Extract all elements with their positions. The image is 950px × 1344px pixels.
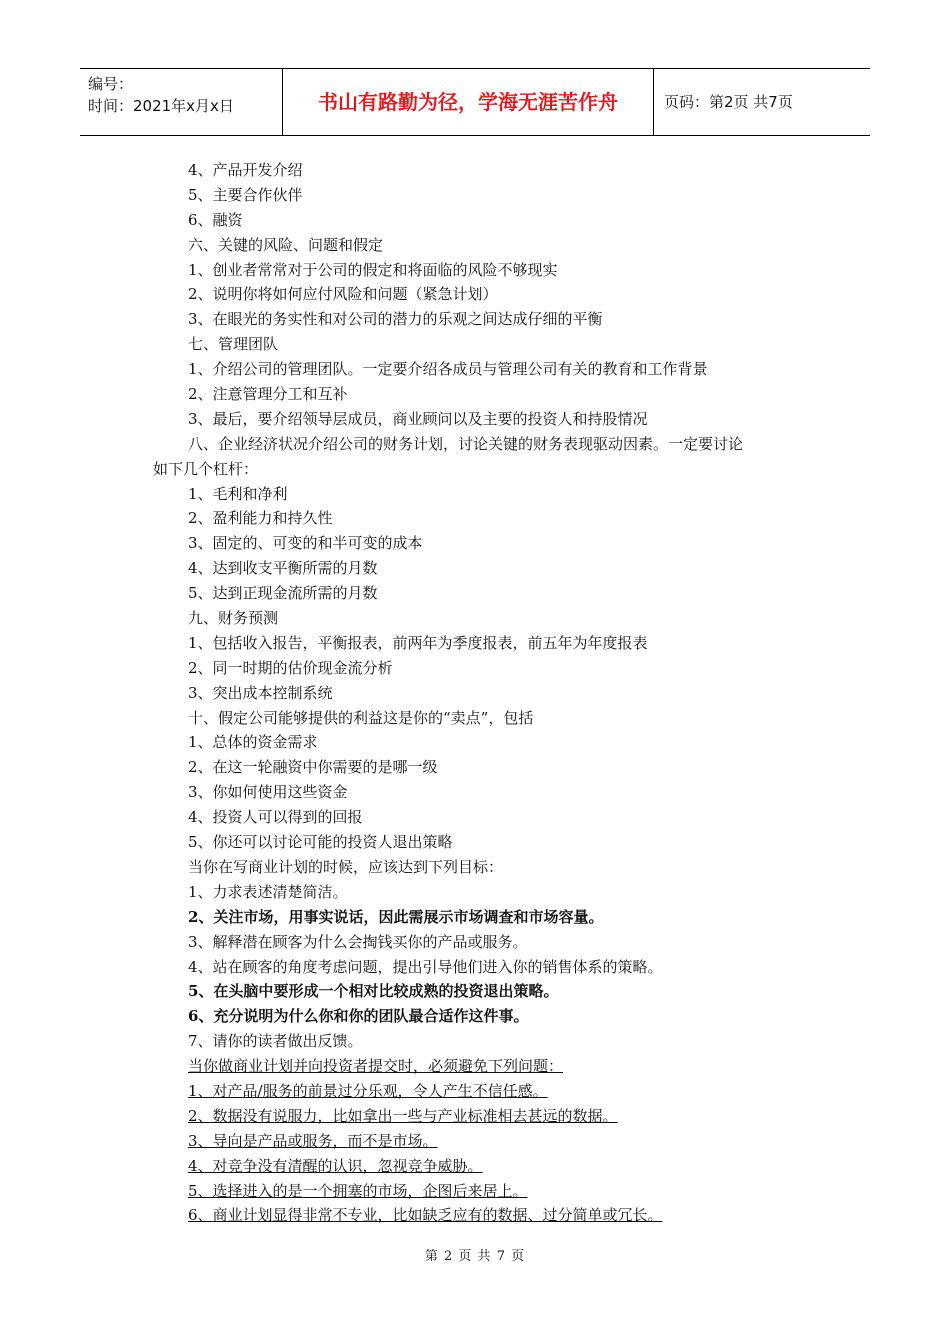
text-line: 3、导向是产品或服务，而不是市场。 xyxy=(188,1131,438,1150)
text-line: 当你在写商业计划的时候，应该达到下列目标： xyxy=(188,857,504,876)
header-motto: 书山有路勤为径，学海无涯苦作舟 xyxy=(283,69,654,135)
text-line: 九、财务预测 xyxy=(188,609,279,628)
text-line: 1、总体的资金需求 xyxy=(188,733,318,752)
text-line: 七、管理团队 xyxy=(188,335,279,354)
text-line: 1、创业者常常对于公司的假定和将面临的风险不够现实 xyxy=(188,260,558,279)
page-footer: 第 2 页 共 7 页 xyxy=(424,1249,526,1264)
text-line: 6、商业计划显得非常不专业，比如缺乏应有的数据、过分简单或冗长。 xyxy=(188,1206,663,1225)
text-line: 1、介绍公司的管理团队。一定要介绍各成员与管理公司有关的教育和工作背景 xyxy=(188,360,708,379)
text-line: 5、达到正现金流所需的月数 xyxy=(188,584,378,603)
text-line: 2、说明你将如何应付风险和问题（紧急计划） xyxy=(188,285,498,304)
text-line: 当你做商业计划并向投资者提交时，必须避免下列问题： xyxy=(188,1057,564,1076)
text-line: 十、假定公司能够提供的利益这是你的“卖点”，包括 xyxy=(188,708,534,727)
text-line: 4、对竞争没有清醒的认识，忽视竞争威胁。 xyxy=(188,1156,483,1175)
text-line: 如下几个杠杆： xyxy=(153,459,259,478)
document-body xyxy=(153,158,813,1228)
header-page-info: 页码：第2页 共7页 xyxy=(664,93,793,111)
text-line: 2、盈利能力和持久性 xyxy=(188,509,333,528)
text-line: 八、企业经济状况介绍公司的财务计划，讨论关键的财务表现驱动因素。一定要讨论 xyxy=(188,434,744,453)
text-line: 六、关键的风险、问题和假定 xyxy=(188,235,384,254)
page-header xyxy=(80,68,870,136)
text-line: 5、在头脑中要形成一个相对比较成熟的投资退出策略。 xyxy=(188,982,559,1001)
text-line: 1、力求表述清楚简洁。 xyxy=(188,882,348,901)
text-line: 1、包括收入报告，平衡报表，前两年为季度报表，前五年为年度报表 xyxy=(188,633,648,652)
text-line: 3、解释潜在顾客为什么会掏钱买你的产品或服务。 xyxy=(188,932,528,951)
doc-date-label: 时间：2021年x月x日 xyxy=(88,97,234,115)
text-line: 7、请你的读者做出反馈。 xyxy=(188,1032,363,1051)
text-line: 1、毛利和净利 xyxy=(188,484,288,503)
text-line: 3、突出成本控制系统 xyxy=(188,683,333,702)
text-line: 2、关注市场，用事实说话，因此需展示市场调查和市场容量。 xyxy=(188,907,604,926)
text-line: 6、充分说明为什么你和你的团队最合适作这件事。 xyxy=(188,1007,529,1026)
text-line: 6、融资 xyxy=(188,210,243,229)
text-line: 1、对产品/服务的前景过分乐观，令人产生不信任感。 xyxy=(188,1081,548,1100)
text-line: 4、站在顾客的角度考虑问题，提出引导他们进入你的销售体系的策略。 xyxy=(188,957,663,976)
text-line: 3、固定的、可变的和半可变的成本 xyxy=(188,534,423,553)
text-line: 5、你还可以讨论可能的投资人退出策略 xyxy=(188,833,453,852)
text-line: 2、数据没有说服力，比如拿出一些与产业标准相去甚远的数据。 xyxy=(188,1106,618,1125)
text-line: 3、你如何使用这些资金 xyxy=(188,783,348,802)
header-meta xyxy=(80,69,283,135)
text-line: 2、注意管理分工和互补 xyxy=(188,385,348,404)
text-line: 4、达到收支平衡所需的月数 xyxy=(188,559,378,578)
text-line: 2、同一时期的估价现金流分析 xyxy=(188,658,393,677)
text-line: 5、选择进入的是一个拥塞的市场，企图后来居上。 xyxy=(188,1181,528,1200)
text-line: 3、最后，要介绍领导层成员，商业顾问以及主要的投资人和持股情况 xyxy=(188,409,648,428)
text-line: 4、产品开发介绍 xyxy=(188,161,303,179)
text-line: 4、投资人可以得到的回报 xyxy=(188,808,363,827)
text-line: 2、在这一轮融资中你需要的是哪一级 xyxy=(188,758,438,777)
text-line: 3、在眼光的务实性和对公司的潜力的乐观之间达成仔细的平衡 xyxy=(188,310,603,329)
doc-number-label: 编号： xyxy=(88,75,134,93)
text-line: 5、主要合作伙伴 xyxy=(188,185,303,204)
